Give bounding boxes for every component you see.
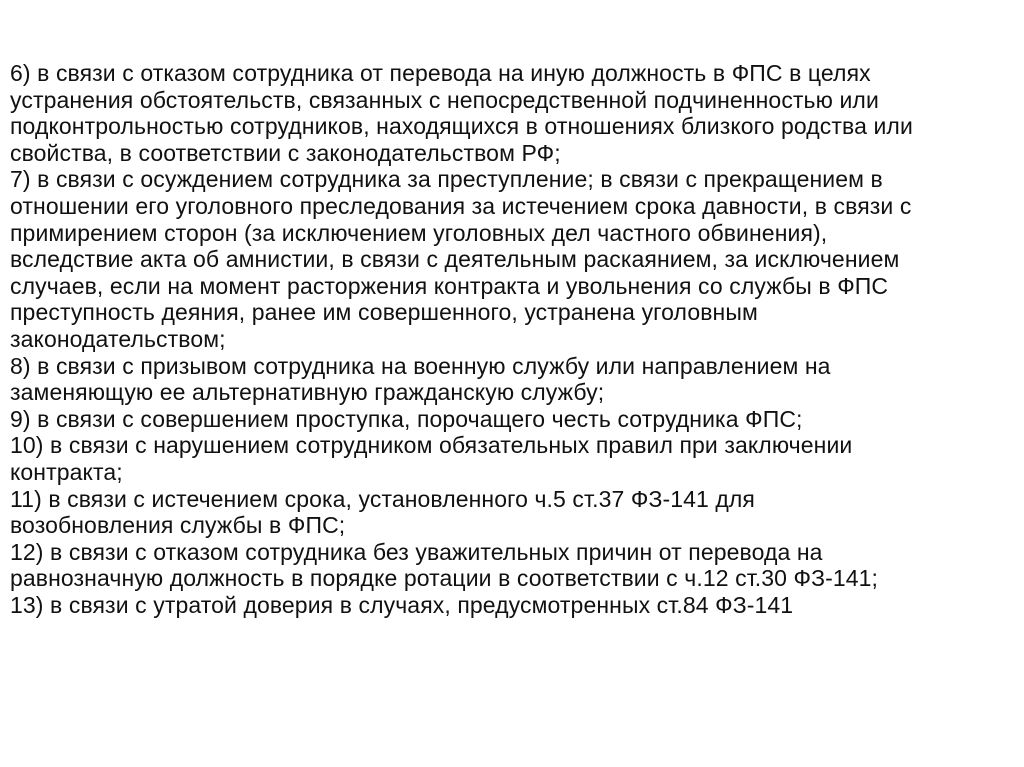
text-line: случаев, если на момент расторжения контракта и увольнения со службы в ФПС: [10, 272, 889, 299]
text-line: равнозначную должность в порядке ротации в соответствии с ч.12 ст.30 ФЗ-141;: [10, 565, 879, 592]
text-line: примирением сторон (за исключением уголовных дел частного обвинения),: [10, 219, 828, 246]
text-line: 12) в связи с отказом сотрудника без уважительных причин от перевода на: [10, 538, 823, 565]
text-line: отношении его уголовного преследования за истечением срока давности, в связи с: [10, 192, 912, 219]
text-line: 9) в связи с совершением проступка, порочащего честь сотрудника ФПС;: [10, 405, 803, 432]
text-line: преступность деяния, ранее им совершенного, устранена уголовным: [10, 299, 758, 326]
text-line: 7) в связи с осуждением сотрудника за преступление; в связи с прекращением в: [10, 166, 883, 193]
text-line: законодательством;: [10, 325, 226, 352]
text-line: вследствие акта об амнистии, в связи с деятельным раскаянием, за исключением: [10, 246, 900, 273]
text-line: подконтрольностью сотрудников, находящихся в отношениях близкого родства или: [10, 113, 913, 140]
text-line: 10) в связи с нарушением сотрудником обязательных правил при заключении: [10, 432, 853, 459]
text-line: контракта;: [10, 458, 123, 485]
text-line: 11) в связи с истечением срока, установленного ч.5 ст.37 ФЗ-141 для: [10, 485, 755, 512]
text-line: заменяющую ее альтернативную гражданскую службу;: [10, 379, 605, 406]
text-line: возобновления службы в ФПС;: [10, 512, 346, 539]
dismissal-grounds-text: [10, 60, 1015, 618]
text-line: свойства, в соответствии с законодательством РФ;: [10, 139, 561, 166]
text-line: 13) в связи с утратой доверия в случаях, предусмотренных ст.84 ФЗ-141: [10, 591, 794, 618]
text-line: 6) в связи с отказом сотрудника от перевода на иную должность в ФПС в целях: [10, 60, 871, 86]
text-line: 8) в связи с призывом сотрудника на военную службу или направлением на: [10, 352, 831, 379]
text-line: устранения обстоятельств, связанных с непосредственной подчиненностью или: [10, 86, 879, 113]
